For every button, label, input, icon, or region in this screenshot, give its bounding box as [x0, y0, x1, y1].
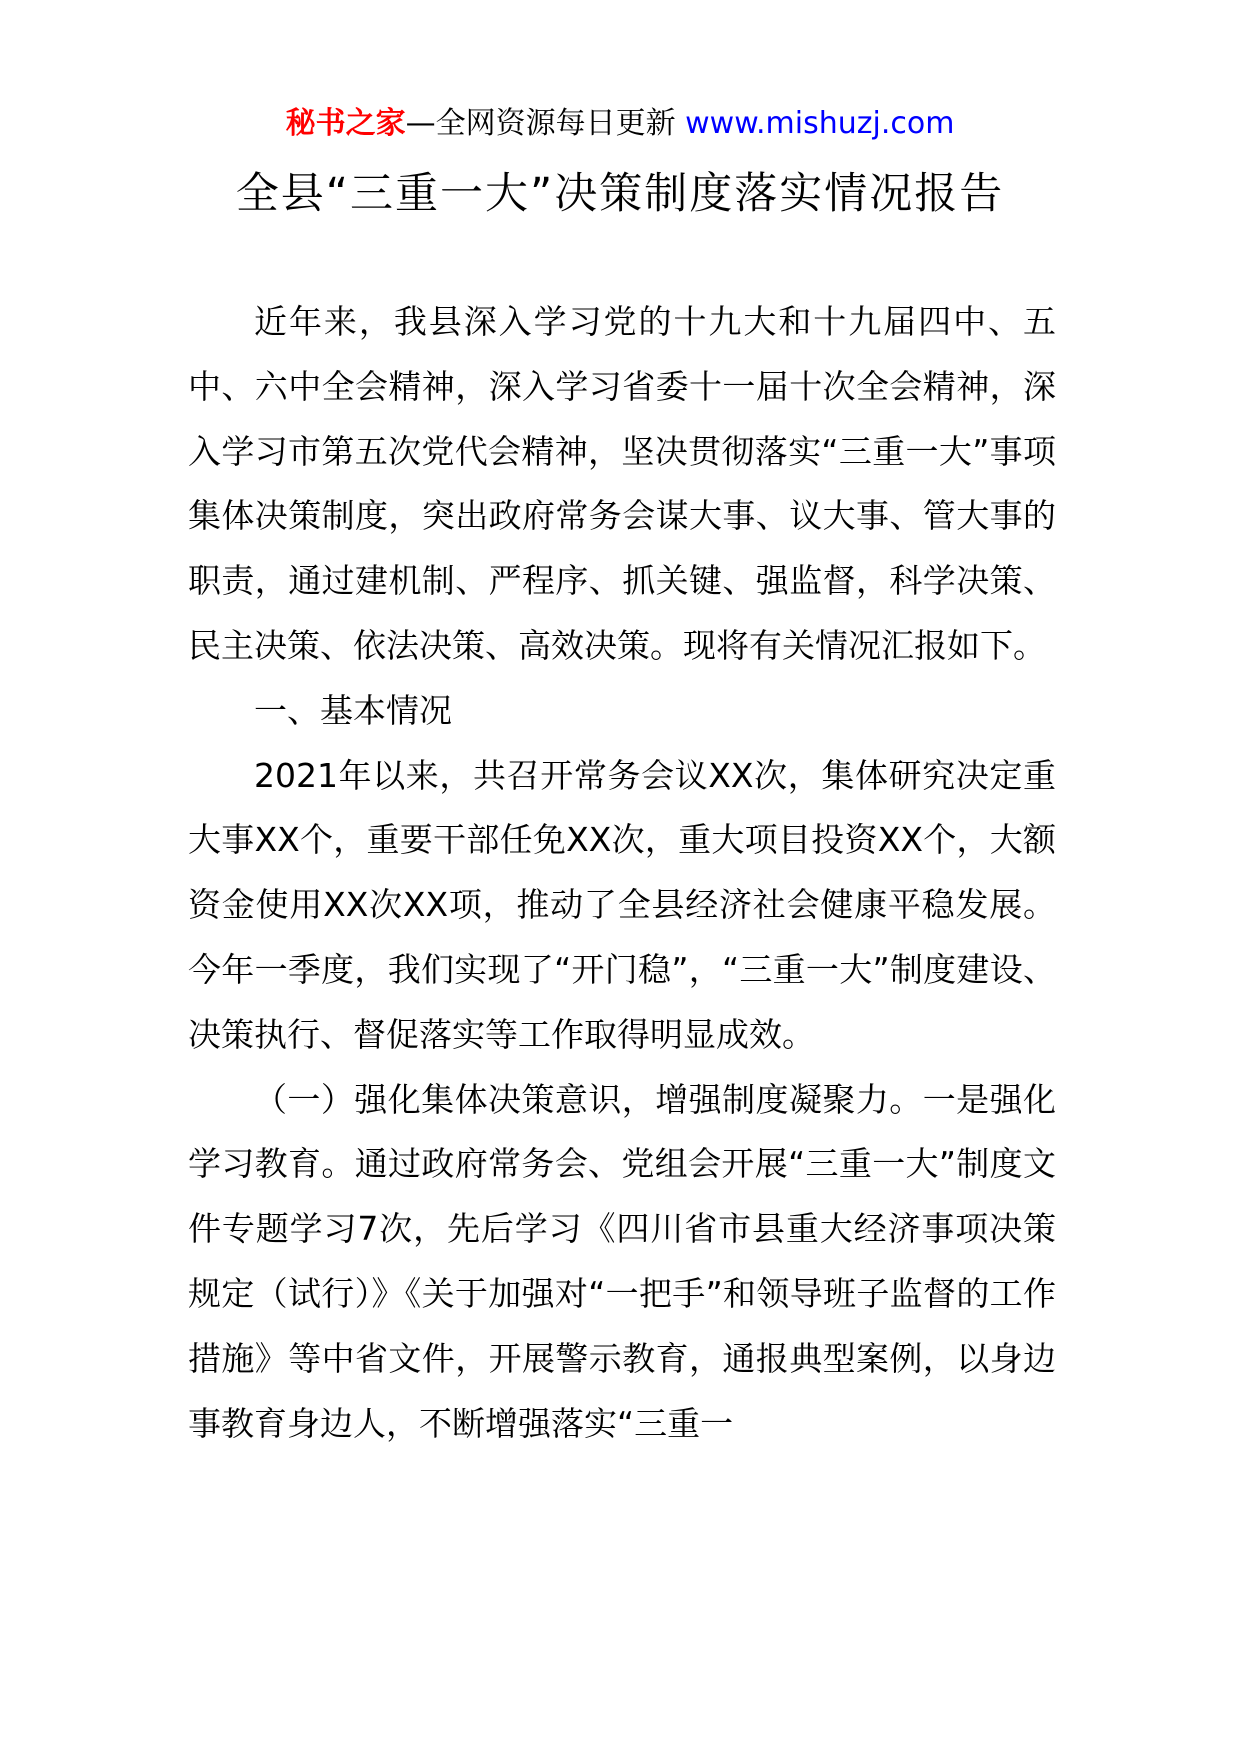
site-slogan: —全网资源每日更新 — [405, 106, 686, 141]
site-url-link[interactable]: www.mishuzj.com — [685, 106, 955, 141]
section-heading-basic: 一、基本情况 — [254, 690, 452, 730]
site-brand: 秘书之家 — [285, 106, 406, 141]
subsection-one-paragraph: （一）强化集体决策意识，增强制度凝聚力。一是强化学习教育。通过政府常务会、党组会开展“三重一大”制度文件专题学习7次，先后学习《四川省市县重大经济事项决策规定（试行）》《关于加强对“一把手”和领导班子监督的工作措施》等中省文件，开展警示教育，通报典型案例，以身边事教育身边人，不断增强落实“三重一 — [188, 1079, 1056, 1443]
basic-situation-paragraph: 2021年以来，共召开常务会议XX次，集体研究决定重大事XX个，重要干部任免XX次，重大项目投资XX个，大额资金使用XX次XX项，推动了全县经济社会健康平稳发展。今年一季度，我们实现了“开门稳”，“三重一大”制度建设、决策执行、督促落实等工作取得明显成效。 — [188, 755, 1056, 1054]
document-title: 全县“三重一大”决策制度落实情况报告 — [235, 169, 1005, 219]
document-body — [188, 290, 1056, 1456]
intro-paragraph: 近年来，我县深入学习党的十九大和十九届四中、五中、六中全会精神，深入学习省委十一届十次全会精神，深入学习市第五次党代会精神，坚决贯彻落实“三重一大”事项集体决策制度，突出政府常务会谋大事、议大事、管大事的职责，通过建机制、严程序、抓关键、强监督，科学决策、民主决策、依法决策、高效决策。现将有关情况汇报如下。 — [188, 302, 1056, 665]
site-header — [0, 102, 1240, 146]
